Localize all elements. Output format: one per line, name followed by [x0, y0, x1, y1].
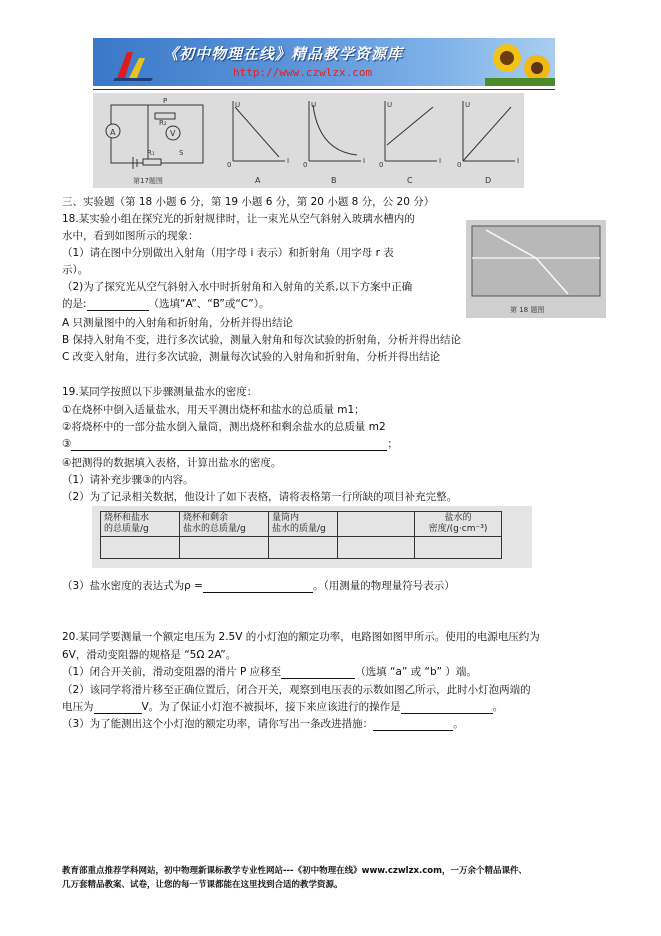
ammeter-label: A — [110, 128, 116, 137]
q18-answer-blank[interactable] — [87, 299, 149, 311]
axis-u-c: U — [387, 101, 393, 109]
q18-option-b: B 保持入射角不变，进行多次试验，测量入射角和每次试验的折射角，分析并得出结论 — [62, 334, 462, 346]
axis-i-a: I — [287, 157, 290, 165]
logo-icon — [113, 44, 157, 82]
header-banner — [93, 38, 555, 86]
q20-sub3 — [62, 717, 464, 731]
q19-step1: ①在烧杯中倒入适量盐水，用天平测出烧杯和盐水的总质量 m1； — [62, 404, 365, 416]
q20-sub3-prefix: （3）为了能测出这个小灯泡的额定功率，请你写出一条改进措施： — [62, 718, 374, 730]
q18-line-2: 水中，看到如图所示的现象： — [62, 230, 199, 242]
q19-sub3 — [62, 579, 455, 593]
q19-step3-suffix: ； — [387, 438, 398, 450]
site-url[interactable]: http://www.czwlzx.com — [233, 66, 373, 79]
table-cell[interactable] — [415, 537, 502, 559]
axis-i-c: I — [439, 157, 442, 165]
figure-18-drawing — [466, 220, 606, 318]
q19-step4: ④把测得的数据填入表格，计算出盐水的密度。 — [62, 457, 282, 469]
q18-choice — [62, 297, 269, 311]
switch-label: S — [179, 149, 184, 157]
q20-sub2b-mid: V。为了保证小灯泡不被损坏，接下来应该进行的操作是 — [141, 701, 401, 713]
q19-step3-prefix: ③ — [62, 438, 72, 450]
sunflower-icon — [485, 38, 555, 86]
table-header-5: 盐水的 密度/(g·cm⁻³) — [415, 512, 502, 537]
q20-sub2b-suffix: 。 — [492, 701, 504, 713]
footer-line-1: 教育部重点推荐学科网站，初中物理新课标教学专业性网站---《初中物理在线》www.czwlzx.com，一万余个精品课件、 — [62, 866, 527, 876]
q18-option-a: A 只测量图中的入射角和折射角，分析并得出结论 — [62, 317, 294, 329]
graph-label-c: C — [407, 176, 413, 185]
q20-sub2b-prefix: 电压为 — [62, 701, 94, 713]
header-rule — [93, 89, 555, 90]
table-row — [101, 537, 502, 559]
q19-sub3-prefix: （3）盐水密度的表达式为ρ = — [62, 580, 203, 592]
table-header-2: 烧杯和剩余 盐水的总质量/g — [180, 512, 269, 537]
r1-label: R₁ — [147, 149, 155, 157]
q20-sub2b — [62, 700, 503, 714]
table-cell[interactable] — [338, 537, 415, 559]
fig18-caption: 第 18 题图 — [510, 306, 545, 314]
section-heading: 三、实验题（第 18 小题 6 分，第 19 小题 6 分，第 20 小题 8 分，公 20 分） — [62, 196, 435, 208]
q20-voltage-blank[interactable] — [94, 702, 142, 714]
site-title: 《初中物理在线》精品教学资源库 — [163, 45, 404, 63]
graph-label-a: A — [255, 176, 261, 185]
q18-line-5: （2)为了探究光从空气斜射入水中时折射角和入射角的关系,以下方案中正确 — [62, 281, 413, 293]
q20-sub1-blank[interactable] — [281, 667, 355, 679]
q19-step3 — [62, 437, 398, 451]
fig17-caption: 第17题图 — [133, 177, 163, 185]
footer-line-2: 几万套精品教案、试卷，让您的每一节课都能在这里找到合适的教学资源。 — [62, 880, 343, 890]
q18-line-1: 18.某实验小组在探究光的折射规律时，让一束光从空气斜射入玻璃水槽内的 — [62, 213, 415, 225]
origin-d: 0 — [457, 161, 462, 169]
axis-u-a: U — [235, 101, 241, 109]
q19-data-table — [100, 511, 502, 559]
q19-sub3-suffix: 。（用测量的物理量符号表示） — [312, 580, 455, 592]
q20-sub1 — [62, 665, 477, 679]
voltmeter-label: V — [170, 129, 176, 138]
table-cell[interactable] — [101, 537, 180, 559]
q20-improvement-blank[interactable] — [373, 719, 453, 731]
axis-u-d: U — [465, 101, 471, 109]
q18-choice-suffix: （选填“A”、“B”或“C”）。 — [148, 298, 270, 310]
origin-a: 0 — [227, 161, 232, 169]
q18-line-4: 示）。 — [62, 264, 89, 276]
q18-option-c: C 改变入射角，进行多次试验，测量每次试验的入射角和折射角，分析并得出结论 — [62, 351, 441, 363]
axis-i-d: I — [517, 157, 520, 165]
q18-line-3: （1）请在图中分别做出入射角（用字母 i 表示）和折射角（用字母 r 表 — [62, 247, 394, 259]
table-cell[interactable] — [269, 537, 338, 559]
table-header-3: 量筒内 盐水的质量/g — [269, 512, 338, 537]
r2-label: R₂ — [159, 119, 167, 127]
table-header-4-blank[interactable] — [338, 512, 415, 537]
slider-label: P — [163, 97, 168, 105]
q19-sub1: （1）请补充步骤③的内容。 — [62, 474, 194, 486]
origin-c: 0 — [379, 161, 384, 169]
q20-operation-blank[interactable] — [401, 702, 493, 714]
figure-18 — [466, 220, 606, 318]
q19-step3-blank[interactable] — [71, 439, 387, 451]
figure-17 — [93, 93, 524, 188]
table-header-1: 烧杯和盐水 的总质量/g — [101, 512, 180, 537]
q20-line-2: 6V，滑动变阻器的规格是 “5Ω 2A”。 — [62, 649, 237, 661]
table-cell[interactable] — [180, 537, 269, 559]
axis-u-b: U — [311, 101, 317, 109]
axis-i-b: I — [363, 157, 366, 165]
q20-sub1-suffix: （选填 “a” 或 “b” ）端。 — [355, 666, 477, 678]
q20-sub2: （2）该同学将滑片移至正确位置后，闭合开关，观察到电压表的示数如图乙所示，此时小灯泡两端的 — [62, 684, 531, 696]
figure-17-drawing — [93, 93, 524, 188]
q20-line-1: 20.某同学要测量一个额定电压为 2.5V 的小灯泡的额定功率，电路图如图甲所示。使用的电源电压约为 — [62, 631, 540, 643]
q19-formula-blank[interactable] — [203, 581, 313, 593]
q19-step2: ②将烧杯中的一部分盐水倒入量筒，测出烧杯和剩余盐水的总质量 m2 — [62, 421, 386, 433]
q18-choice-prefix: 的是: — [62, 298, 87, 310]
q19-title: 19.某同学按照以下步骤测量盐水的密度： — [62, 386, 258, 398]
graph-label-b: B — [331, 176, 337, 185]
q20-sub3-suffix: 。 — [453, 718, 464, 730]
q20-sub1-prefix: （1）闭合开关前，滑动变阻器的滑片 P 应移至 — [62, 666, 282, 678]
table-row — [101, 512, 502, 537]
graph-label-d: D — [485, 176, 492, 185]
origin-b: 0 — [303, 161, 308, 169]
q19-sub2: （2）为了记录相关数据，他设计了如下表格，请将表格第一行所缺的项目补充完整。 — [62, 491, 458, 503]
